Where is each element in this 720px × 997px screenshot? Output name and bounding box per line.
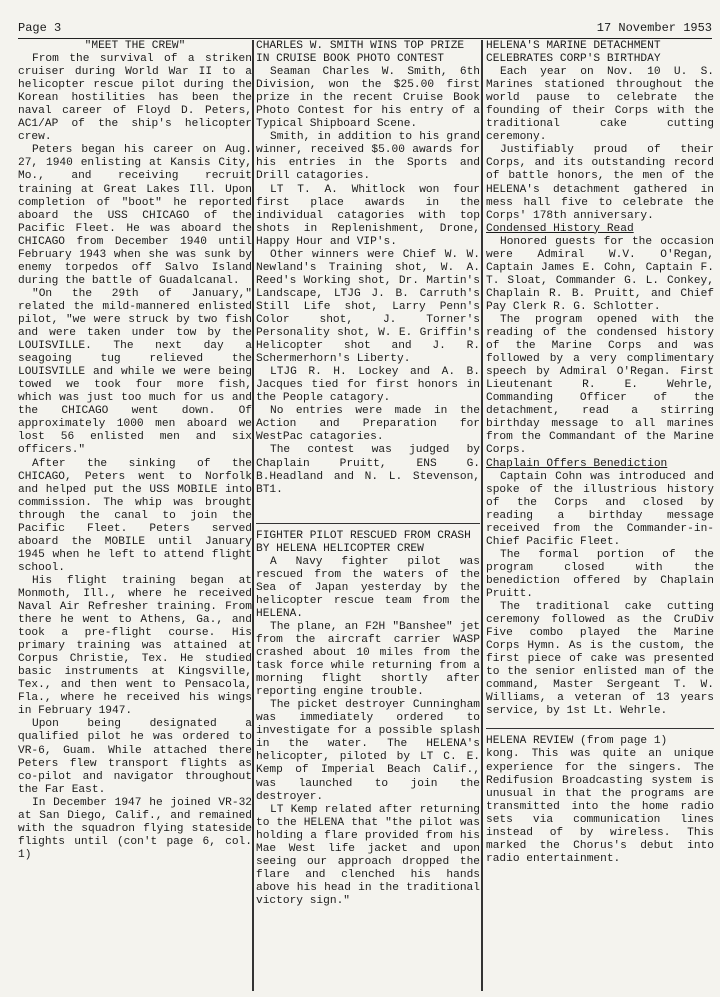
column-2 (256, 40, 480, 991)
article-paragraph: LTJG R. H. Lockey and A. B. Jacques tied for first honors in the People catagory. (256, 366, 480, 405)
article-paragraph: Each year on Nov. 10 U. S. Marines stationed throughout the world pause to celebrate the founding of their Corps with the traditional cake cutting ceremony. (486, 66, 714, 144)
article-paragraph: After the sinking of the CHICAGO, Peters went to Norfolk and helped put the USS MOBILE into commission. The whip was brought through the canal to join the Pacific Fleet. Peters served aboard the MOBILE until January 1945 when he left to attend flight school. (18, 457, 252, 574)
article-paragraph: Justifiably proud of their Corps, and its outstanding record of battle honors, the men of the HELENA's detachment gathered in mess hall five to celebrate the Corps' 178th anniversary. (486, 144, 714, 222)
article-paragraph: LT T. A. Whitlock won four first place awards in the individual catagories with top shots in Replenishment, Drone, Happy Hour and VIP's. (256, 183, 480, 248)
column-1 (18, 40, 252, 991)
article-paragraph: No entries were made in the Action and Preparation for WestPac catagories. (256, 405, 480, 444)
page-header (18, 22, 712, 39)
article-paragraph: kong. This was quite an unique experience for the singers. The Redifusion Broadcasting system is unusual in that the programs are transmitted into the home radio sets via communication lines instead of by wireless. This marked the Chorus's debut into radio entertainment. (486, 748, 714, 865)
article-paragraph: In December 1947 he joined VR-32 at San Diego, Calif., and remained with the squadron flying stateside flights until (con't page 6, col. 1) (18, 796, 252, 861)
article-paragraph: Other winners were Chief W. W. Newland's Training shot, W. A. Reed's Working shot, Dr. Martin's Landscape, LTJG J. B. Carruth's Still Life shot, Larry Penn's Color shot, J. Torner's Personality shot, W. E. Griffin's Helicopter shot and J. R. Schermerhorn's Liberty. (256, 248, 480, 366)
article-title: HELENA REVIEW (from page 1) (486, 735, 668, 748)
article-paragraph: The traditional cake cutting ceremony followed as the CruDiv Five combo played the Marine Corps Hymn. As is the custom, the first piece of cake was presented to the senior enlisted man of the command, Master Sergeant T. W. Williams, a veteran of 13 years service, by 1st Lt. Wehrle. (486, 601, 714, 718)
article-paragraph: The picket destroyer Cunningham was immediately ordered to investigate for a possible splash in the water. The HELENA's helicopter, piloted by LT C. E. Kemp of Imperial Beach Calif., was launched to join the destroyer. (256, 699, 480, 803)
spacer (256, 497, 480, 513)
article-title: HELENA'S MARINE DETACHMENT CELEBRATES CORP'S BIRTHDAY (486, 40, 661, 66)
article-paragraph: From the survival of a striken cruiser during World War II to a helicopter rescue pilot during the Korean hostilities has been the naval career of Floyd D. Peters, AC1/AP of the ship's helicopter crew. (18, 53, 252, 144)
article-subheading: Chaplain Offers Benediction (486, 457, 668, 470)
article-title: CHARLES W. SMITH WINS TOP PRIZE IN CRUISE BOOK PHOTO CONTEST (256, 40, 465, 66)
article-title: "MEET THE CREW" (84, 40, 186, 52)
issue-date: 17 November 1953 (596, 21, 712, 35)
article-paragraph: The plane, an F2H "Banshee" jet from the aircraft carrier WASP crashed about 10 miles from the task force while returning from a morning flight shortly after reporting engine trouble. (256, 620, 480, 699)
section-rule (486, 728, 714, 729)
article-paragraph: "On the 29th of January," related the mild-mannered enlisted pilot, "we were struck by two fish and were taken under tow by the LOUISVILLE. The next day a seagoing tug relieved the LOUISVILLE and while we were being towed we took four more fish, which was just too much for us and the CHICAGO went down. Of approximately 1000 men aboard we lost 56 enlisted men and six officers." (18, 287, 252, 457)
column-divider (481, 40, 483, 991)
article-subheading: Condensed History Read (486, 222, 634, 235)
article-paragraph: The formal portion of the program closed with the benediction offered by Chaplain Pruitt. (486, 548, 714, 600)
article-paragraph: Upon being designated a qualified pilot he was ordered to VR-6, Guam. While attached there Peters flew transport flights as co-pilot and navigator throughout the Far East. (18, 718, 252, 796)
article-paragraph: Honored guests for the occasion were Admiral W.V. O'Regan, Captain James E. Cohn, Captain F. T. Sloat, Commander G. L. Conkey, Chaplain R. B. Pruitt, and Chief Pay Clerk R. G. Schlotter. (486, 235, 714, 313)
article-paragraph: Peters began his career on Aug. 27, 1940 enlisting at Kansis City, Mo., and receiving recruit training at Great Lakes Ill. Upon completion of "boot" he reported aboard the USS CHICAGO of the Pacific Fleet. He was aboard the CHICAGO from December 1940 until February 1943 when she was sunk by enemy torpedos off Salvo Island during the battle of Guadalcanal. (18, 144, 252, 287)
article-paragraph: Seaman Charles W. Smith, 6th Division, won the $25.00 first prize in the recent Cruise Book Photo Contest for his entry of a Typical Shipboard Scene. (256, 66, 480, 131)
article-title: FIGHTER PILOT RESCUED FROM CRASH BY HELENA HELICOPTER CREW (256, 529, 471, 555)
column-divider (252, 40, 254, 991)
article-paragraph: LT Kemp related after returning to the HELENA that "the pilot was holding a flare provided from his Mae West life jacket and upon seeing our approach dropped the flare and clenched his hands above his head in the traditional victory sign." (256, 803, 480, 907)
column-3 (486, 40, 714, 991)
article-paragraph: A Navy fighter pilot was rescued from the waters of the Sea of Japan yesterday by the helicopter rescue team from the HELENA. (256, 555, 480, 620)
article-paragraph: Smith, in addition to his grand winner, received $5.00 awards for his entries in the Sports and Drill catagories. (256, 131, 480, 183)
article-paragraph: The program opened with the reading of the condensed history of the Marine Corps and was followed by a very complimentary speech by Admiral O'Regan. First Lieutenant R. E. Wehrle, Commanding Officer of the detachment, read a stirring birthday message to all marines from the Commandant of the Marine Corps. (486, 313, 714, 457)
article-paragraph: Captain Cohn was introduced and spoke of the illustrious history of the Corps and closed by reading a birthday message received from the Commander-in-Chief Pacific Fleet. (486, 470, 714, 548)
article-paragraph: The contest was judged by Chaplain Pruitt, ENS G. B.Headland and N. L. Stevenson, BT1. (256, 444, 480, 496)
section-rule (256, 523, 480, 524)
article-paragraph: His flight training began at Monmoth, Ill., where he received Naval Air Refresher training. From there he went to Athens, Ga., and took a pre-flight course. His primary training was attained at Corpus Christie, Tex. He studied basic instruments at Kingsville, Tex., and then went to Pensacola, Fla., where he received his wings in February 1947. (18, 574, 252, 718)
page-number: Page 3 (18, 21, 62, 35)
